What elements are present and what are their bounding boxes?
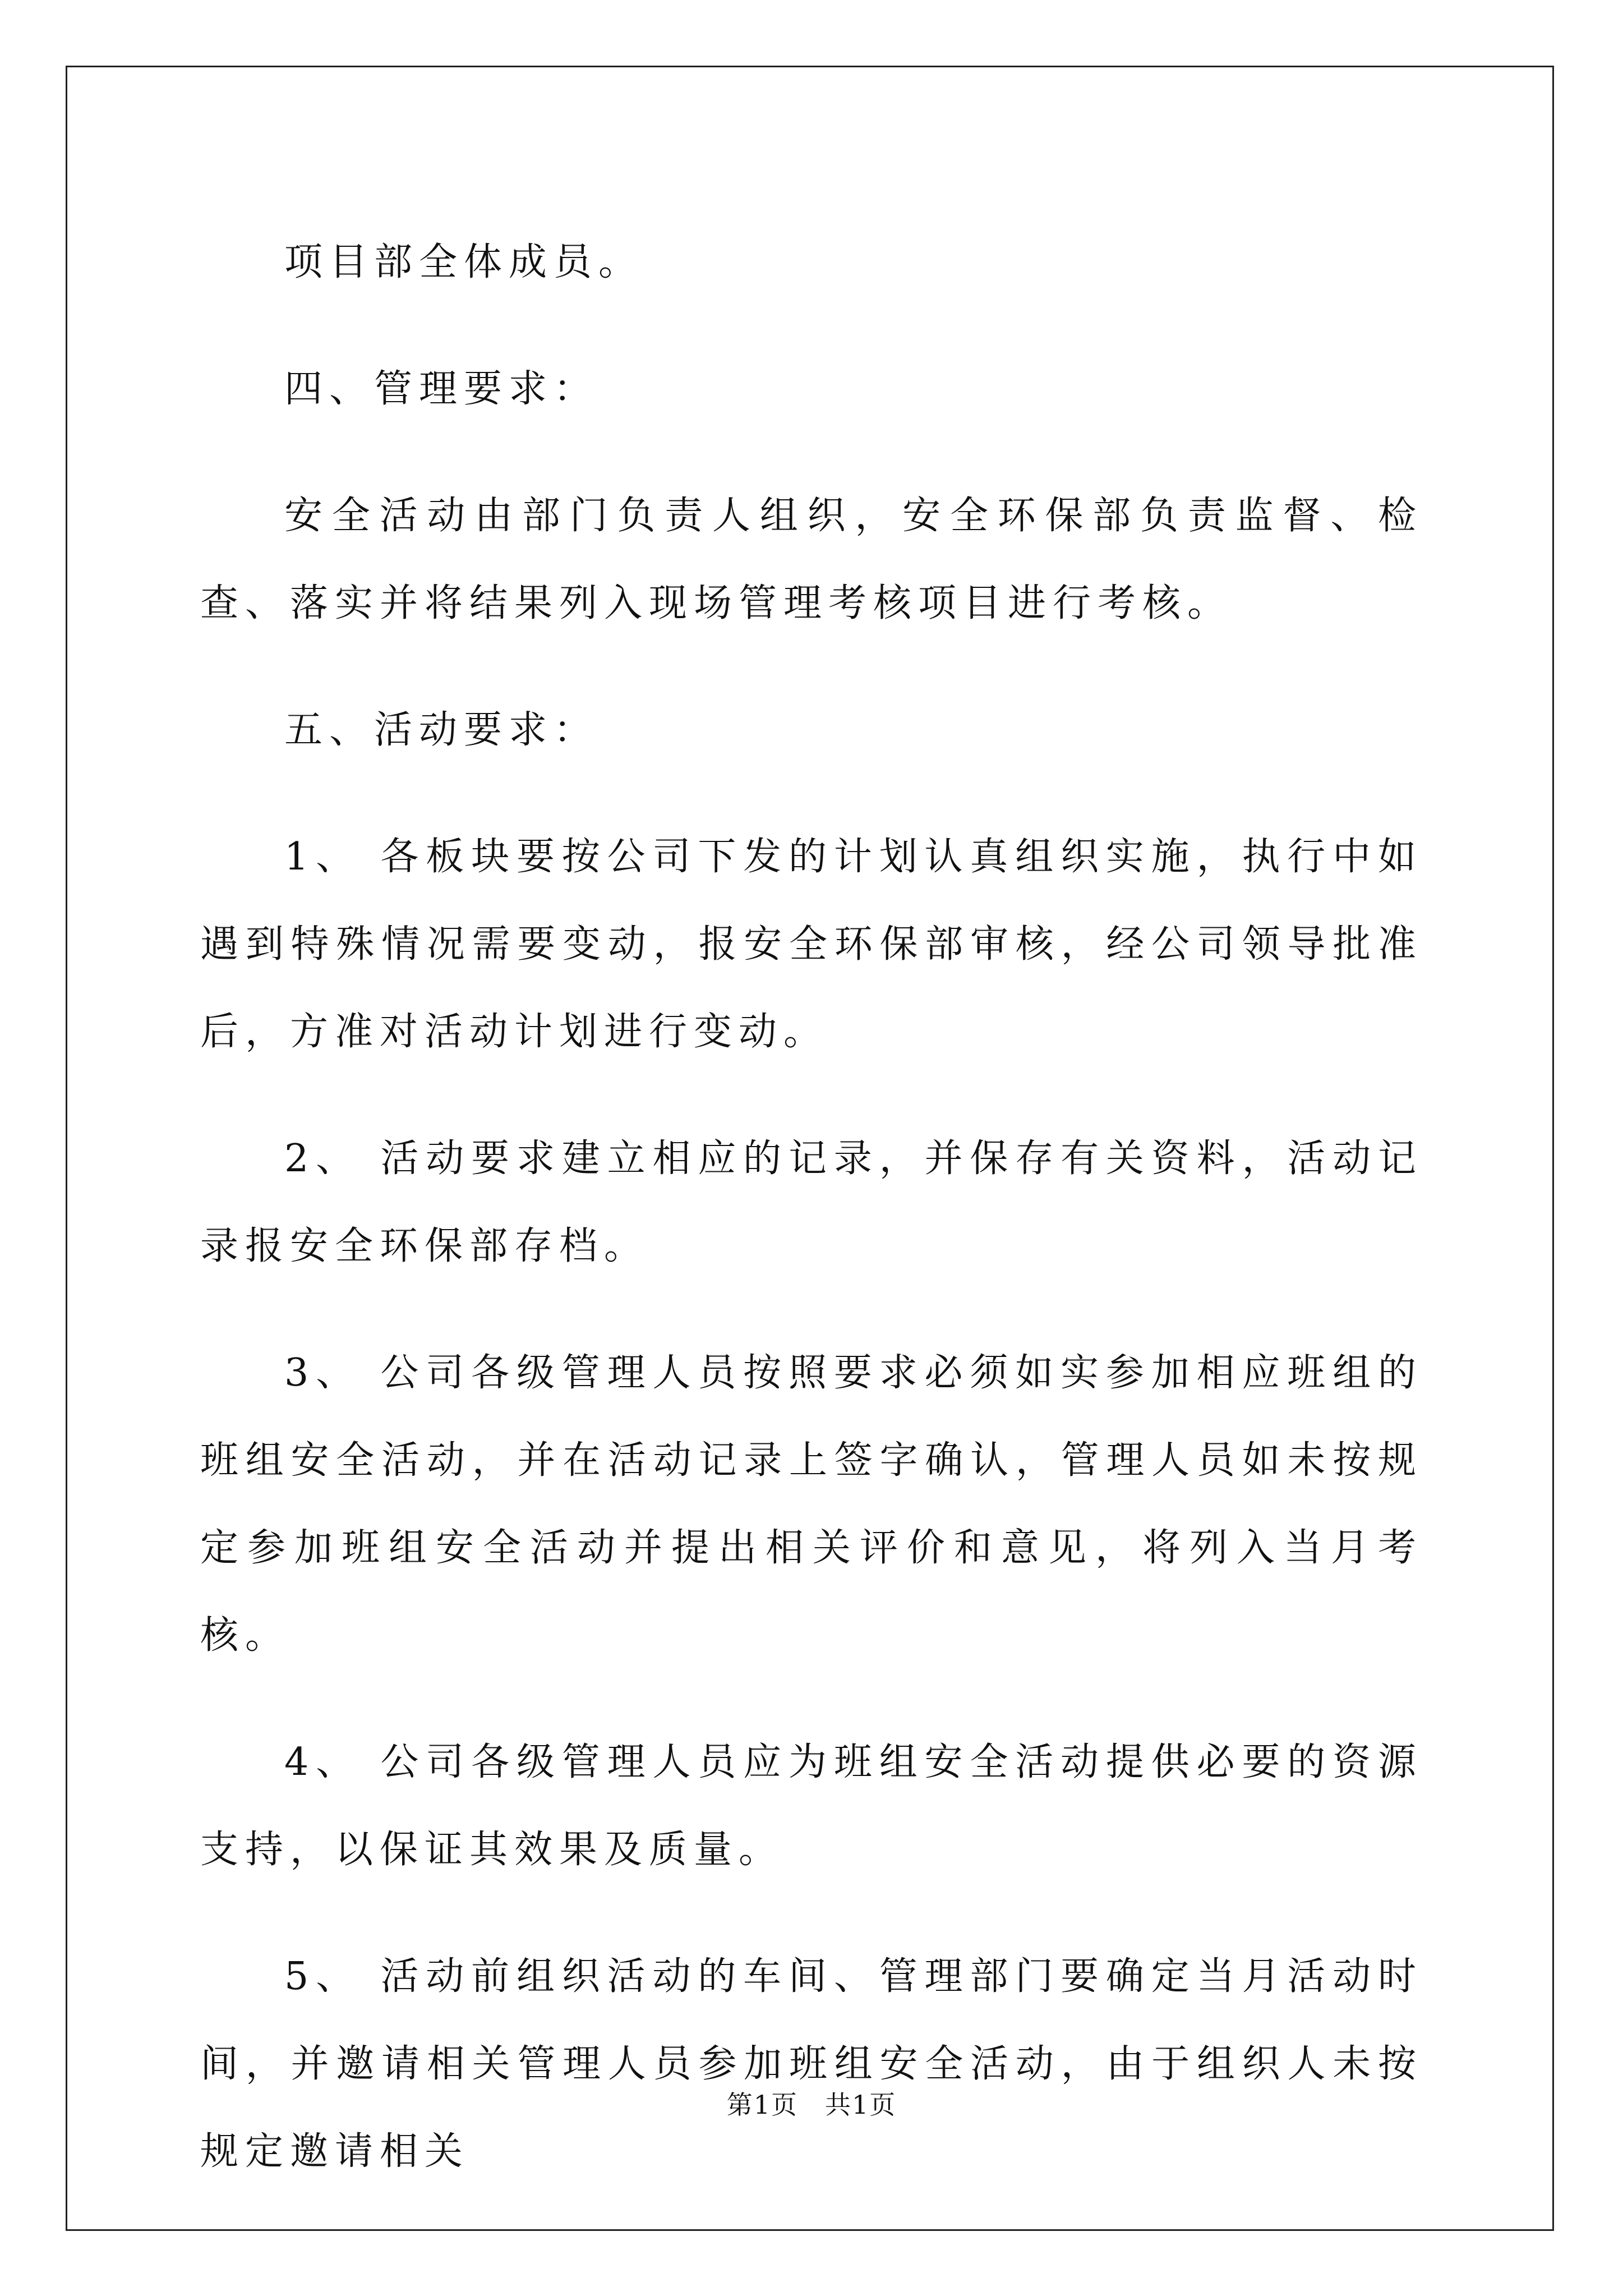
paragraph-gap: [200, 647, 1423, 687]
paragraph-gap: [200, 1894, 1423, 1933]
paragraph-gap: [200, 1076, 1423, 1115]
list-item: 1、 各板块要按公司下发的计划认真组织实施，执行中如遇到特殊情况需要变动，报安全环保部审核，经公司领导批准后，方准对活动计划进行变动。: [200, 835, 1423, 1054]
paragraph-gap: [200, 306, 1423, 346]
list-item: 4、 公司各级管理人员应为班组安全活动提供必要的资源支持，以保证其效果及质量。: [200, 1740, 1423, 1872]
paragraph: 项目部全体成员。: [284, 240, 644, 284]
paragraph-gap: [200, 433, 1423, 472]
section-heading: 五、活动要求：: [284, 708, 599, 752]
section-heading: 四、管理要求：: [284, 367, 599, 411]
page-footer: 第1页 共1页: [726, 2090, 897, 2120]
list-item: 5、 活动前组织活动的车间、管理部门要确定当月活动时间，并邀请相关管理人员参加班组安全活动，由于组织人未按规定邀请相关: [200, 1954, 1423, 2174]
document-body: [200, 219, 1423, 2196]
list-item: 2、 活动要求建立相应的记录，并保存有关资料，活动记录报安全环保部存档。: [200, 1137, 1423, 1268]
paragraph-gap: [200, 774, 1423, 813]
list-item: 3、 公司各级管理人员按照要求必须如实参加相应班组的班组安全活动，并在活动记录上签字确认，管理人员如未按规定参加班组安全活动并提出相关评价和意见，将列入当月考核。: [200, 1351, 1423, 1658]
paragraph-gap: [200, 1290, 1423, 1329]
paragraph-gap: [200, 1680, 1423, 1719]
paragraph: 安全活动由部门负责人组织，安全环保部负责监督、检查、落实并将结果列入现场管理考核项目进行考核。: [200, 494, 1423, 625]
